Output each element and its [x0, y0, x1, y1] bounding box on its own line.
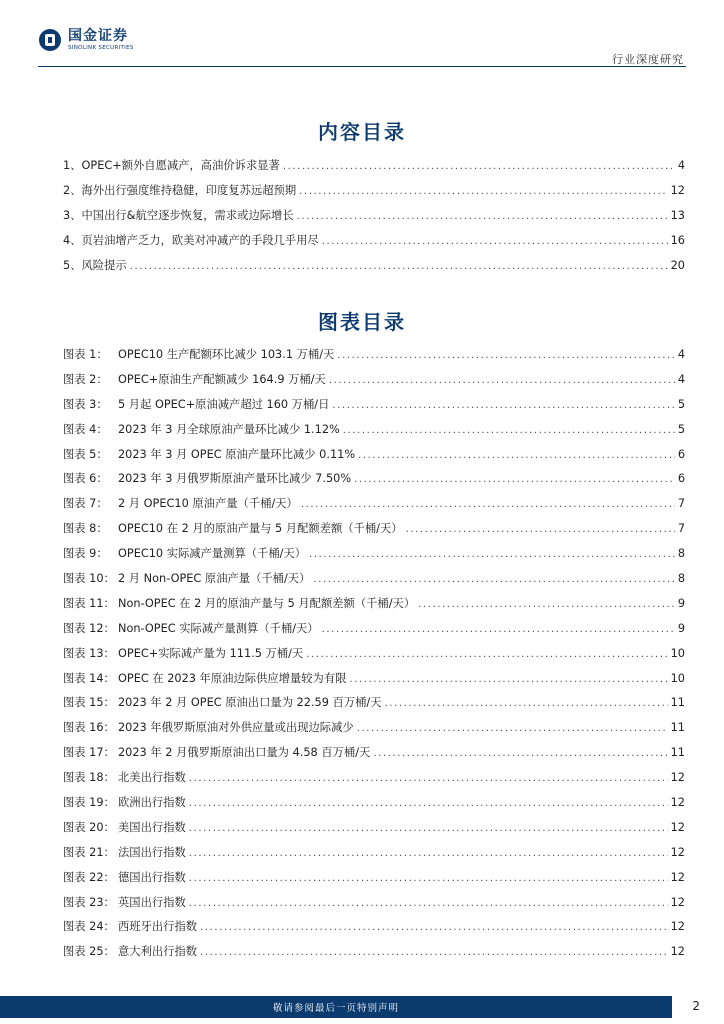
figure-entry-title: 2 月 Non-OPEC 原油产量（千桶/天） [118, 572, 311, 586]
figure-entry-number: 图表 16： [63, 721, 115, 735]
contents-entry-page: 20 [670, 258, 685, 272]
figure-entry-title: 德国出行指数 [118, 870, 186, 884]
contents-entry[interactable] [63, 182, 685, 207]
figure-entry-page: 12 [670, 796, 685, 810]
contents-entry-label: 4、页岩油增产乏力，欧美对冲减产的手段几乎用尽 [63, 233, 319, 247]
figure-entry[interactable] [63, 545, 685, 570]
figure-entry-number: 图表 18： [63, 771, 115, 785]
figure-entry[interactable] [63, 421, 685, 446]
figure-entry[interactable] [63, 670, 685, 695]
figure-entry-number: 图表 15： [63, 696, 115, 710]
figure-entry-title: 西班牙出行指数 [118, 920, 198, 934]
figure-entry-page: 12 [670, 870, 685, 884]
figure-entry[interactable] [63, 470, 685, 495]
figure-entry-page: 8 [677, 547, 685, 561]
figure-entry-page: 11 [670, 721, 685, 735]
figure-entry[interactable] [63, 918, 685, 943]
leader-dots [189, 773, 668, 784]
figure-entry-page: 10 [670, 646, 685, 660]
figure-entry[interactable] [63, 794, 685, 819]
figure-entry-page: 7 [677, 522, 685, 536]
leader-dots [385, 698, 668, 709]
contents-entry-page: 13 [670, 208, 685, 222]
figure-entry-number: 图表 1： [63, 348, 108, 361]
leader-dots [343, 425, 675, 436]
sinolink-logo-icon [38, 28, 62, 52]
figure-entry-page: 6 [677, 472, 685, 486]
leader-dots [322, 236, 668, 247]
leader-dots [189, 898, 668, 909]
leader-dots [189, 798, 668, 809]
figure-entry-page: 12 [670, 895, 685, 909]
figure-entry-number: 图表 2： [63, 372, 108, 386]
contents-entry[interactable] [63, 257, 685, 282]
leader-dots [130, 261, 668, 272]
page-number: 2 [692, 999, 700, 1013]
figure-entry-number: 图表 8： [63, 522, 108, 536]
figure-entry-page: 10 [670, 671, 685, 685]
figure-entry-title: 2023 年 2 月 OPEC 原油出口量为 22.59 百万桶/天 [118, 696, 382, 710]
figure-entry-page: 5 [677, 422, 685, 436]
figure-entry-title: Non-OPEC 实际减产量测算（千桶/天） [118, 621, 319, 635]
figure-entry[interactable] [63, 645, 685, 670]
figure-entry-title: 2023 年俄罗斯原油对外供应量或出现边际减少 [118, 721, 354, 735]
figure-entry[interactable] [63, 346, 685, 371]
figure-entry[interactable] [63, 719, 685, 744]
figure-entry-page: 12 [670, 771, 685, 785]
figure-entry-title: 2023 年 3 月全球原油产量环比减少 1.12% [118, 422, 340, 436]
figure-entry-title: OPEC 在 2023 年原油边际供应增量较为有限 [118, 671, 347, 685]
leader-dots [306, 649, 667, 660]
figure-entry-number: 图表 12： [63, 621, 115, 635]
figure-entry-number: 图表 20： [63, 820, 115, 834]
figure-entry-title: 2023 年 3 月 OPEC 原油产量环比减少 0.11% [118, 447, 356, 461]
figure-entry-page: 8 [677, 572, 685, 586]
page-header [0, 0, 724, 66]
figure-entry-title: 欧洲出行指数 [118, 796, 186, 810]
figure-entry-number: 图表 4： [63, 422, 108, 436]
figure-entry[interactable] [63, 620, 685, 645]
figure-entry[interactable] [63, 446, 685, 471]
contents-entry-label: 1、OPEC+额外自愿减产，高油价诉求显著 [63, 159, 280, 172]
figure-entry-number: 图表 3： [63, 397, 108, 411]
figure-entry-number: 图表 24： [63, 920, 115, 934]
figure-entry[interactable] [63, 819, 685, 844]
contents-entry[interactable] [63, 232, 685, 257]
figure-entry[interactable] [63, 570, 685, 595]
leader-dots [200, 947, 668, 958]
contents-entry[interactable] [63, 157, 685, 182]
figure-entry-title: 2 月 OPEC10 原油产量（千桶/天） [118, 497, 298, 511]
leader-dots [418, 599, 675, 610]
figure-entry-number: 图表 7： [63, 497, 108, 511]
leader-dots [354, 474, 675, 485]
figures-title: 图表目录 [318, 310, 406, 334]
leader-dots [200, 922, 668, 933]
figure-entry-title: Non-OPEC 在 2 月的原油产量与 5 月配额差额（千桶/天） [118, 596, 416, 610]
brand-name-en: SINOLINK SECURITIES [68, 44, 134, 51]
leader-dots [297, 211, 668, 222]
figure-entry-number: 图表 11： [63, 596, 115, 610]
figure-entry-page: 4 [677, 372, 685, 386]
leader-dots [357, 723, 668, 734]
contents-entry-page: 12 [670, 183, 685, 197]
figure-entry-number: 图表 21： [63, 845, 115, 859]
figure-entry-page: 12 [670, 920, 685, 934]
leader-dots [337, 350, 675, 361]
figure-entry[interactable] [63, 396, 685, 421]
leader-dots [373, 748, 667, 759]
figure-entry-page: 12 [670, 945, 685, 959]
figure-entry-number: 图表 6： [63, 472, 108, 486]
figure-entry-page: 11 [670, 696, 685, 710]
figure-entry-title: OPEC+原油生产配额减少 164.9 万桶/天 [118, 372, 326, 386]
figure-entry-number: 图表 22： [63, 870, 115, 884]
figure-entry-number: 图表 9： [63, 547, 108, 561]
figure-entry-title: OPEC10 实际减产量测算（千桶/天） [118, 547, 307, 561]
figure-entry[interactable] [63, 371, 685, 396]
brand-name-cn: 国金证券 [68, 27, 128, 44]
figure-entry-title: OPEC+实际减产量为 111.5 万桶/天 [118, 646, 304, 660]
header-divider [38, 66, 686, 67]
figure-entry-number: 图表 19： [63, 796, 115, 810]
figure-entry-title: 美国出行指数 [118, 820, 186, 834]
leader-dots [283, 161, 675, 172]
figure-entry[interactable] [63, 744, 685, 769]
figure-entry-title: OPEC10 在 2 月的原油产量与 5 月配额差额（千桶/天） [118, 522, 403, 536]
footer-disclaimer[interactable]: 敬请参阅最后一页特别声明 [272, 1003, 399, 1014]
figure-entry-page: 9 [677, 596, 685, 610]
figure-entry-page: 5 [677, 397, 685, 411]
leader-dots [329, 375, 675, 386]
figure-entry-page: 12 [670, 845, 685, 859]
figure-entry[interactable] [63, 495, 685, 520]
leader-dots [313, 574, 674, 585]
figure-entry-number: 图表 13： [63, 646, 115, 660]
figure-entry-number: 图表 25： [63, 945, 115, 959]
figure-entry-title: OPEC10 生产配额环比减少 103.1 万桶/天 [118, 348, 335, 361]
leader-dots [322, 624, 675, 635]
figure-entry[interactable] [63, 894, 685, 919]
figure-entry-number: 图表 14： [63, 671, 115, 685]
figure-entry-number: 图表 10： [63, 572, 115, 586]
figure-entry-page: 12 [670, 820, 685, 834]
figure-entry-title: 法国出行指数 [118, 845, 186, 859]
figure-entry[interactable] [63, 869, 685, 894]
figure-entry[interactable] [63, 844, 685, 869]
leader-dots [309, 549, 675, 560]
contents-entry-page: 4 [677, 159, 685, 172]
figure-entry-title: 5 月起 OPEC+原油减产超过 160 万桶/日 [118, 397, 330, 411]
figure-entry-number: 图表 17： [63, 746, 115, 760]
figure-entry-title: 英国出行指数 [118, 895, 186, 909]
contents-title: 内容目录 [318, 120, 406, 144]
figure-entry[interactable] [63, 943, 685, 968]
leader-dots [349, 674, 667, 685]
leader-dots [332, 400, 674, 411]
figure-entry-page: 11 [670, 746, 685, 760]
contents-entry[interactable] [63, 207, 685, 232]
leader-dots [358, 450, 675, 461]
figure-entry-title: 2023 年 2 月俄罗斯原油出口量为 4.58 百万桶/天 [118, 746, 371, 760]
contents-entry-label: 5、风险提示 [63, 258, 127, 272]
footer-disclaimer-band [0, 996, 672, 1018]
leader-dots [406, 524, 675, 535]
leader-dots [189, 823, 668, 834]
contents-list [63, 157, 685, 281]
contents-entry-label: 2、海外出行强度维持稳健，印度复苏远超预期 [63, 183, 297, 197]
figure-entry-title: 北美出行指数 [118, 771, 186, 785]
contents-entry-label: 3、中国出行&航空逐步恢复，需求或边际增长 [63, 208, 294, 222]
figure-entry-page: 6 [677, 447, 685, 461]
figure-entry-page: 9 [677, 621, 685, 635]
figure-entry[interactable] [63, 595, 685, 620]
leader-dots [189, 873, 668, 884]
leader-dots [301, 499, 675, 510]
figure-entry[interactable] [63, 769, 685, 794]
contents-entry-page: 16 [670, 233, 685, 247]
report-type: 行业深度研究 [612, 53, 684, 66]
figure-entry-title: 意大利出行指数 [118, 945, 198, 959]
leader-dots [299, 186, 667, 197]
figure-entry-number: 图表 5： [63, 447, 108, 461]
figure-entry[interactable] [63, 520, 685, 545]
figures-list [63, 346, 685, 968]
leader-dots [189, 848, 668, 859]
figure-entry-number: 图表 23： [63, 895, 115, 909]
figure-entry-title: 2023 年 3 月俄罗斯原油产量环比减少 7.50% [118, 472, 352, 486]
figure-entry[interactable] [63, 694, 685, 719]
figure-entry-page: 4 [677, 348, 685, 361]
sinolink-logo [38, 28, 134, 52]
figure-entry-page: 7 [677, 497, 685, 511]
